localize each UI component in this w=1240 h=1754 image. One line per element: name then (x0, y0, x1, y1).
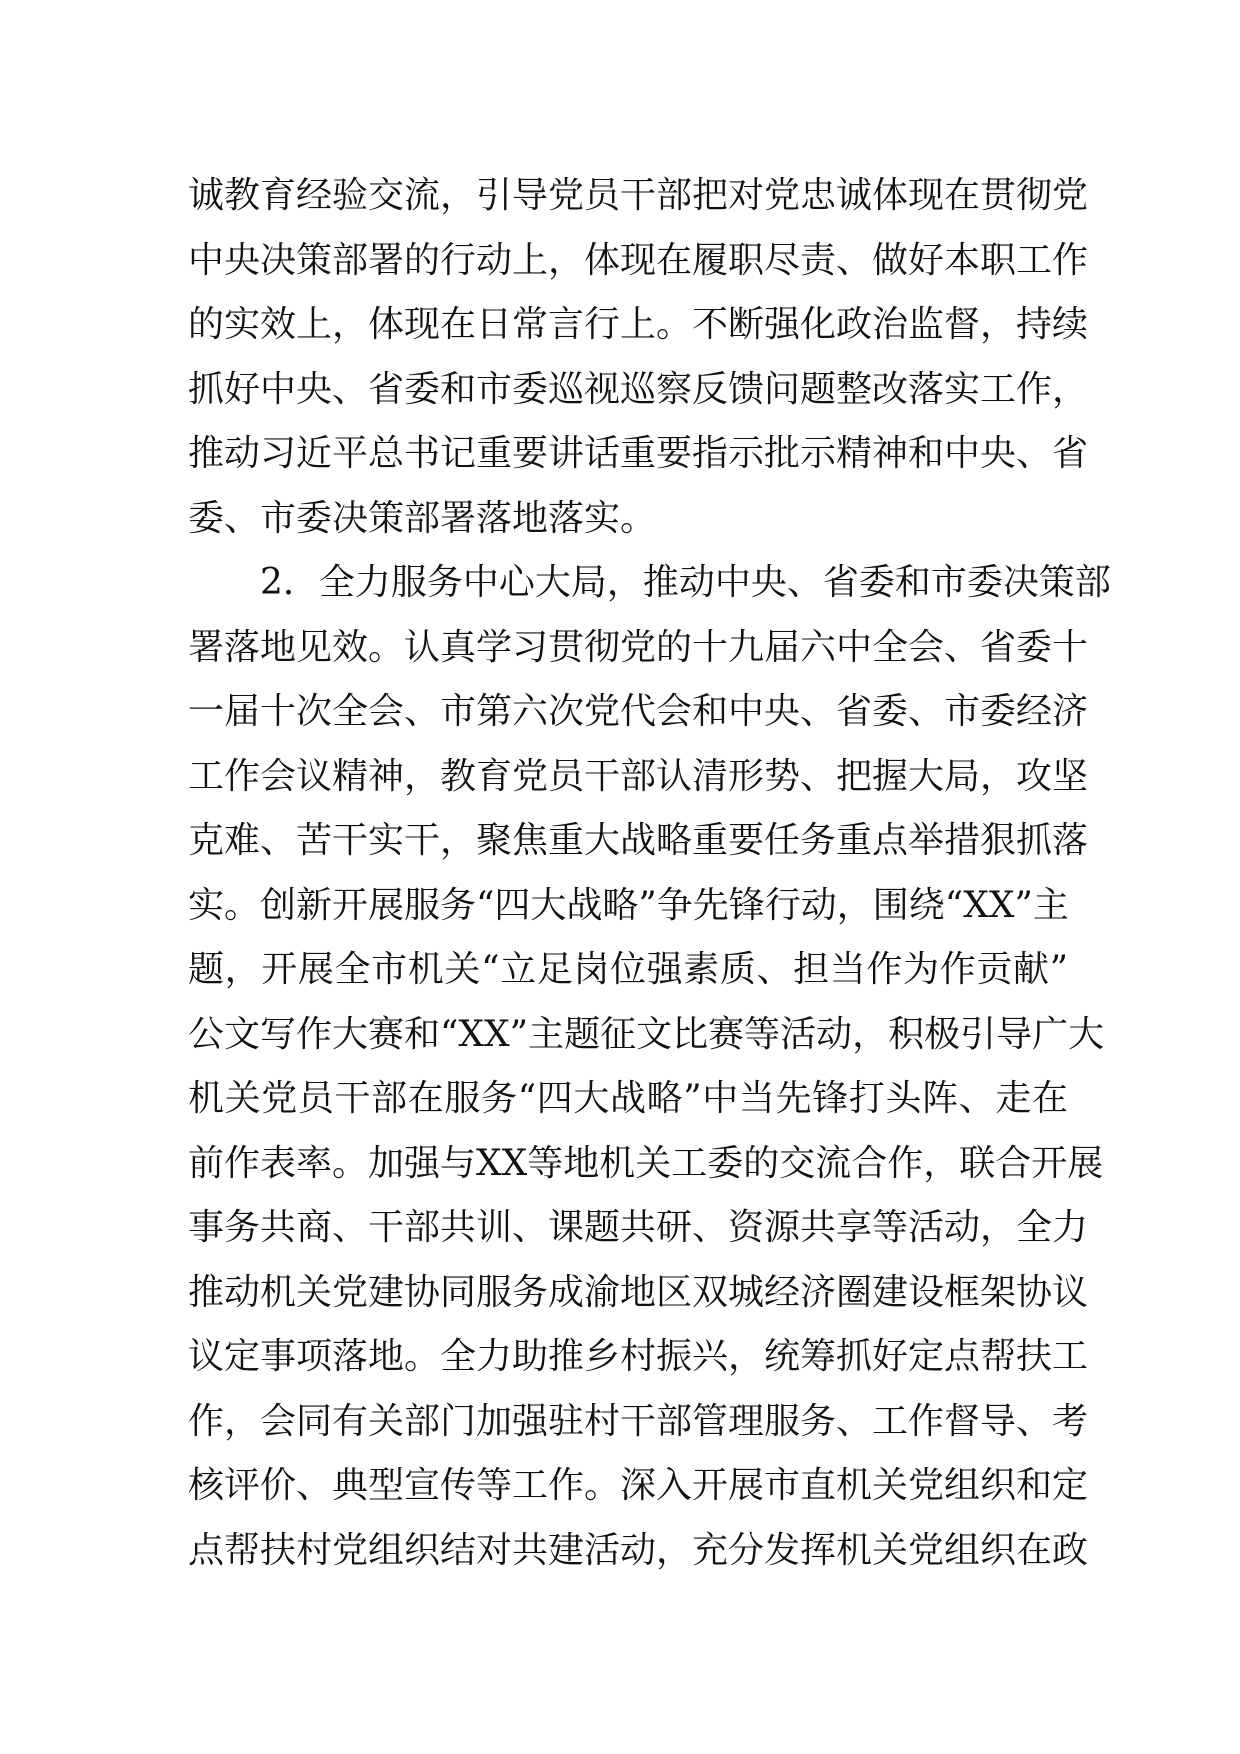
paragraph-2 (188, 551, 1111, 1583)
text-line: 一届十次全会、市第六次党代会和中央、省委、市委经济 (188, 691, 1089, 732)
text-line: 议定事项落地。全力助推乡村振兴，统筹抓好定点帮扶工 (188, 1336, 1089, 1377)
text-line: 2．全力服务中心大局，推动中央、省委和市委决策部 (260, 562, 1111, 603)
text-line: 推动机关党建协同服务成渝地区双城经济圈建设框架协议 (188, 1271, 1089, 1313)
text-line: 作，会同有关部门加强驻村干部管理服务、工作督导、考 (188, 1400, 1089, 1442)
text-line: 中央决策部署的行动上，体现在履职尽责、做好本职工作 (188, 239, 1089, 281)
text-line: 机关党员干部在服务“四大战略”中当先锋打头阵、走在 (188, 1078, 1068, 1119)
text-line: 实。创新开展服务“四大战略”争先锋行动，围绕“XX”主 (188, 884, 1069, 926)
text-line: 题，开展全市机关“立足岗位强素质、担当作为作贡献” (188, 949, 1068, 990)
text-line: 抓好中央、省委和市委巡视巡察反馈问题整改落实工作， (188, 368, 1089, 410)
body-text (188, 164, 1111, 1583)
text-line: 公文写作大赛和“XX”主题征文比赛等活动，积极引导广大 (188, 1013, 1105, 1055)
text-line: 工作会议精神，教育党员干部认清形势、把握大局，攻坚 (188, 755, 1089, 797)
text-line: 点帮扶村党组织结对共建活动，充分发挥机关党组织在政 (188, 1529, 1089, 1571)
text-line: 前作表率。加强与XX等地机关工委的交流合作，联合开展 (188, 1142, 1104, 1184)
paragraph-1 (188, 164, 1089, 551)
text-line: 事务共商、干部共训、课题共研、资源共享等活动，全力 (188, 1207, 1089, 1248)
text-line: 克难、苦干实干，聚焦重大战略重要任务重点举措狠抓落 (188, 820, 1089, 861)
text-line: 核评价、典型宣传等工作。深入开展市直机关党组织和定 (188, 1465, 1089, 1506)
text-line: 的实效上，体现在日常言行上。不断强化政治监督，持续 (188, 304, 1089, 345)
text-line: 诚教育经验交流，引导党员干部把对党忠诚体现在贯彻党 (188, 175, 1089, 216)
text-line: 署落地见效。认真学习贯彻党的十九届六中全会、省委十 (188, 626, 1089, 668)
text-line: 委、市委决策部署落地落实。 (188, 497, 657, 539)
text-line: 推动习近平总书记重要讲话重要指示批示精神和中央、省 (188, 433, 1089, 474)
